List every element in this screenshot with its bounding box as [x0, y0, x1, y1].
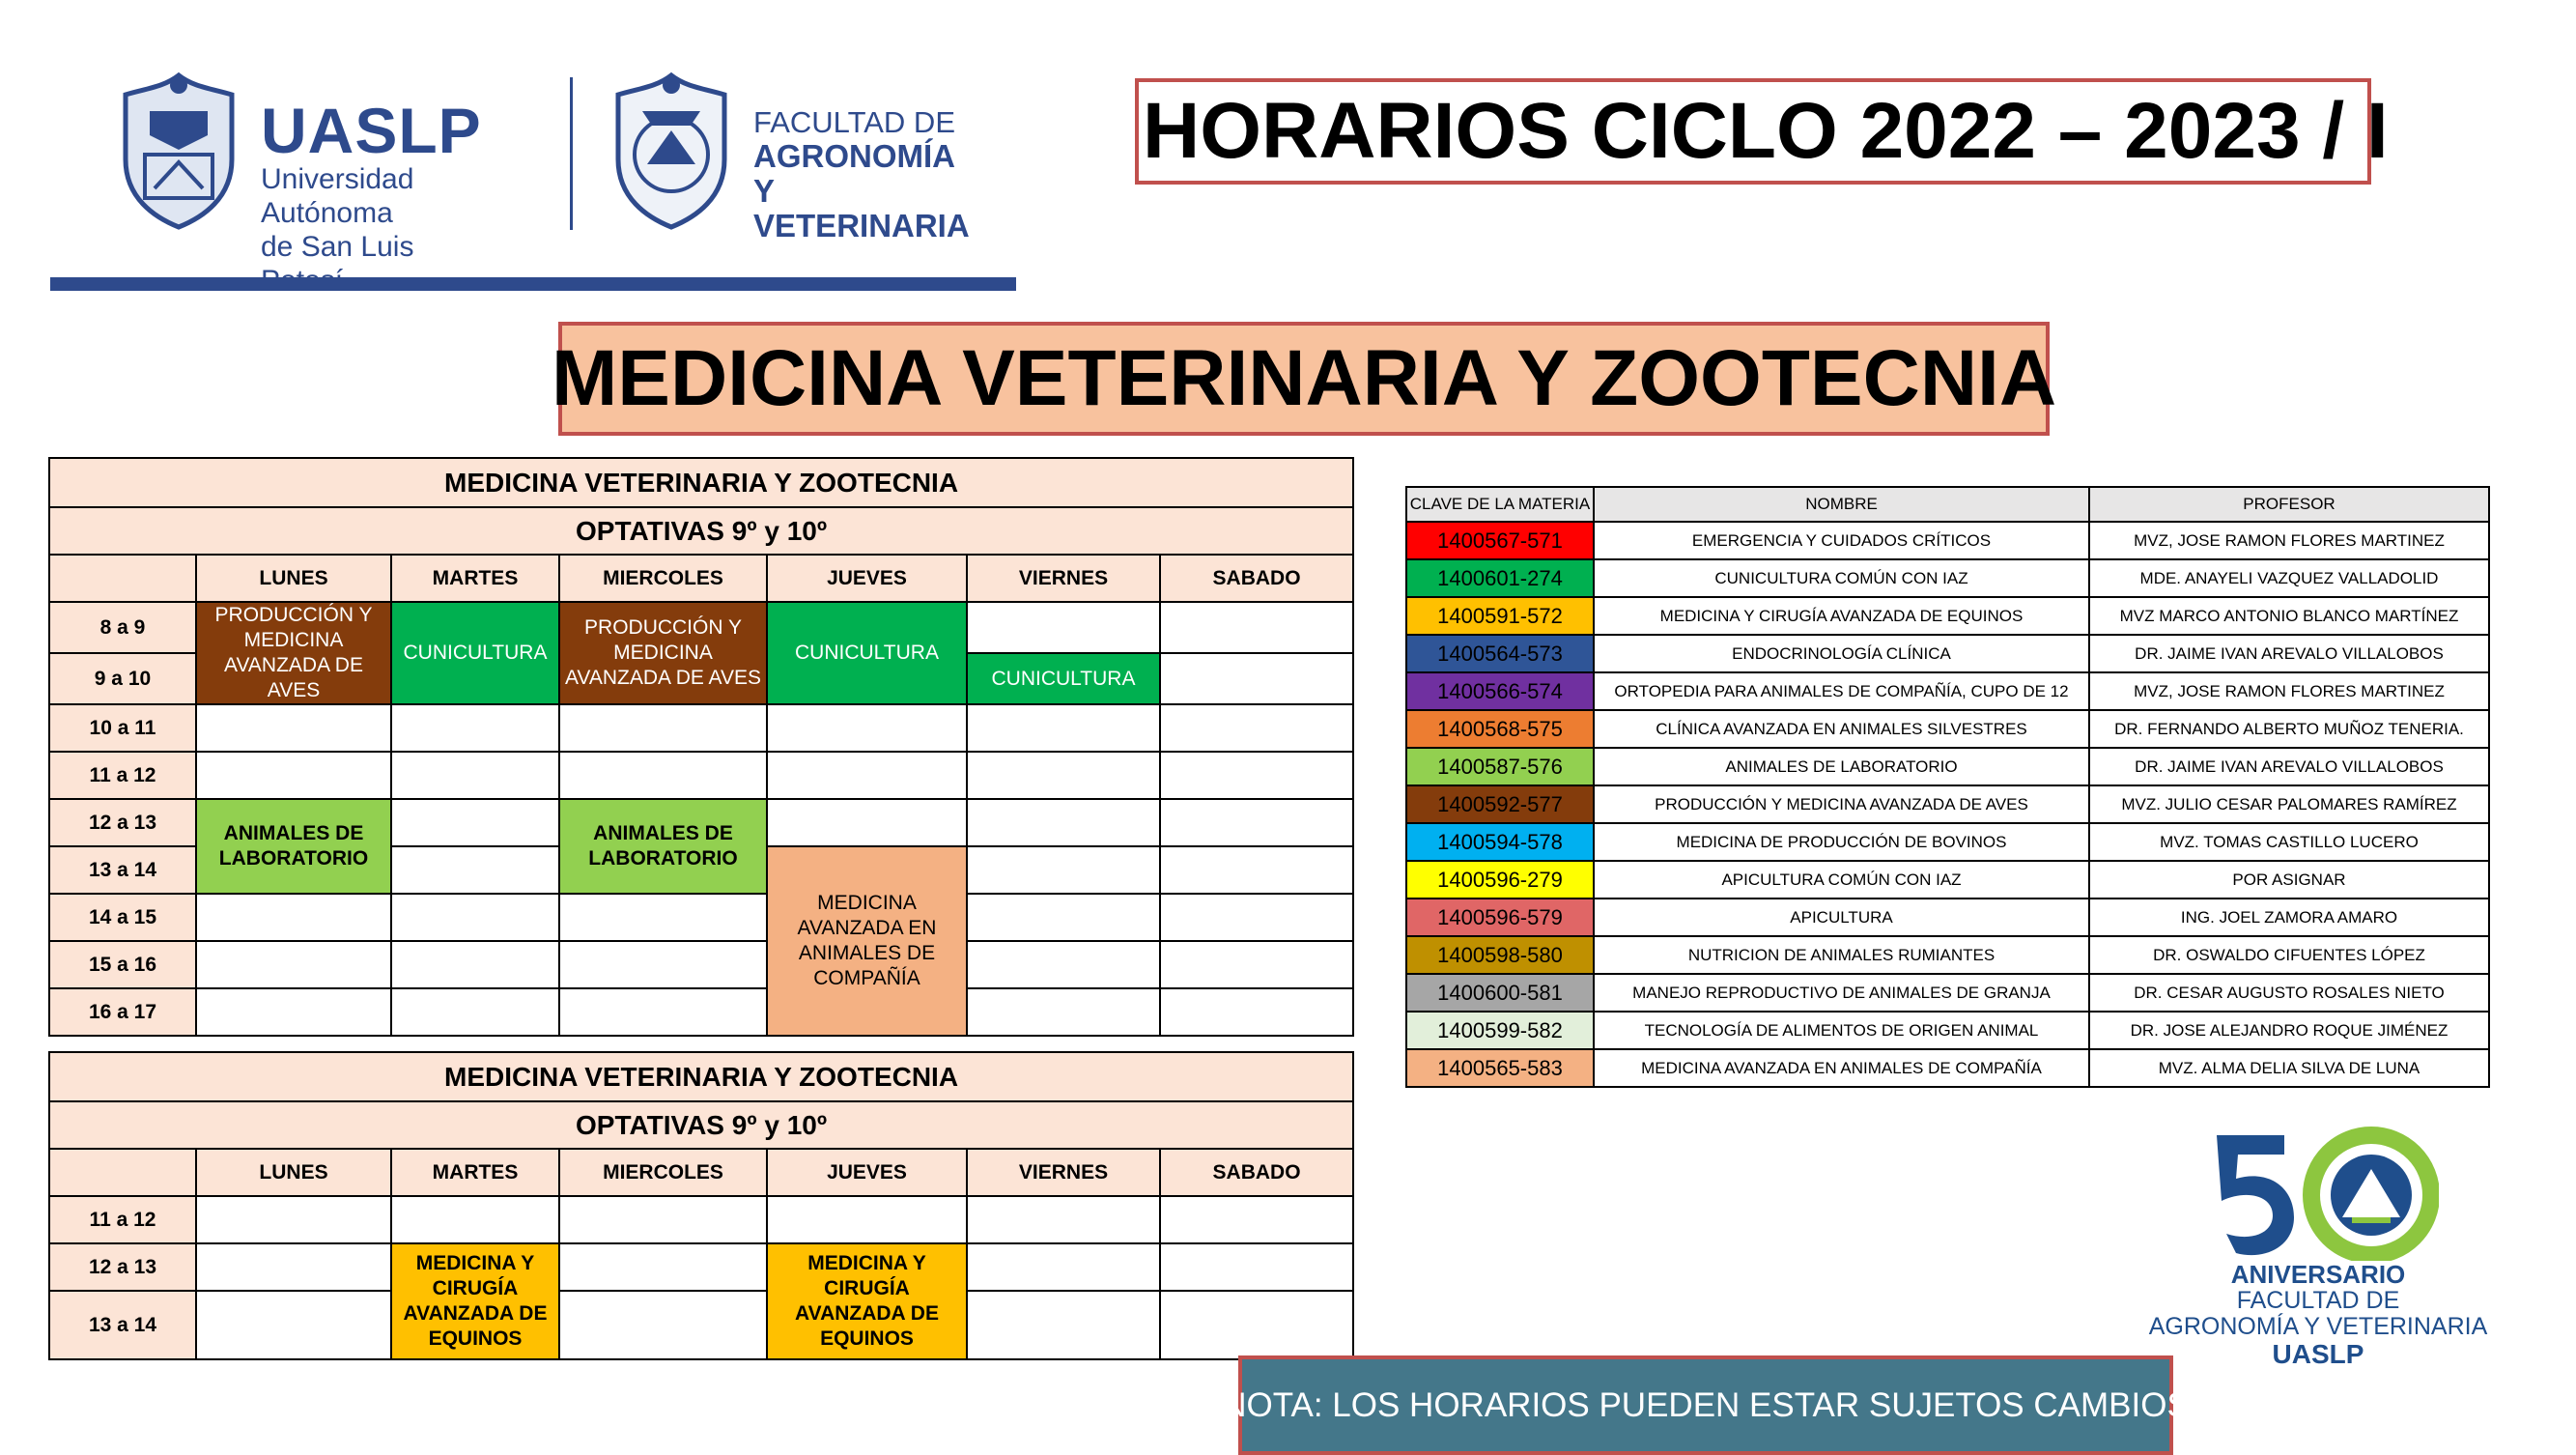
- legend-professor: DR. CESAR AUGUSTO ROSALES NIETO: [2089, 974, 2489, 1012]
- legend-row: [1406, 710, 2489, 748]
- cycle-title: HORARIOS CICLO 2022 – 2023 / I: [1143, 87, 2389, 175]
- table1-title: MEDICINA VETERINARIA Y ZOOTECNIA: [49, 458, 1353, 507]
- schedule-block: CUNICULTURA: [767, 602, 967, 704]
- note-text: NOTA: LOS HORARIOS PUEDEN ESTAR SUJETOS CAMBIOS: [1222, 1385, 2190, 1424]
- empty-cell: [1160, 799, 1353, 846]
- legend-code: 1400567-571: [1406, 522, 1594, 559]
- header-rule: [50, 277, 1016, 291]
- uaslp-name: UASLP: [261, 95, 482, 166]
- faculty-crest-icon: [599, 68, 744, 232]
- table1-time: 8 a 9: [49, 602, 196, 653]
- legend-row: [1406, 597, 2489, 635]
- empty-cell: [391, 704, 559, 752]
- empty-cell: [559, 894, 767, 941]
- table1-day: SABADO: [1160, 555, 1353, 602]
- legend-row: [1406, 785, 2489, 823]
- empty-cell: [967, 799, 1160, 846]
- table1-day: LUNES: [196, 555, 391, 602]
- legend-row: [1406, 936, 2489, 974]
- faculty-line3: VETERINARIA: [753, 208, 970, 243]
- table2-corner: [49, 1149, 196, 1196]
- empty-cell: [391, 1196, 559, 1243]
- table1-day: VIERNES: [967, 555, 1160, 602]
- schedule-table-2: [48, 1051, 1354, 1360]
- legend-row: [1406, 974, 2489, 1012]
- legend-professor: MVZ, JOSE RAMON FLORES MARTINEZ: [2089, 522, 2489, 559]
- empty-cell: [1160, 846, 1353, 894]
- schedule-block: MEDICINA Y CIRUGÍA AVANZADA DE EQUINOS: [767, 1243, 967, 1359]
- legend-row: [1406, 899, 2489, 936]
- legend-row: [1406, 672, 2489, 710]
- schedule-block: MEDICINA Y CIRUGÍA AVANZADA DE EQUINOS: [391, 1243, 559, 1359]
- anniversary-50-icon: [2197, 1126, 2439, 1261]
- legend-row: [1406, 559, 2489, 597]
- legend-code: 1400596-579: [1406, 899, 1594, 936]
- empty-cell: [391, 941, 559, 988]
- legend-code: 1400598-580: [1406, 936, 1594, 974]
- empty-cell: [559, 704, 767, 752]
- table2-time: 12 a 13: [49, 1243, 196, 1291]
- empty-cell: [967, 1196, 1160, 1243]
- schedule-block: ANIMALES DE LABORATORIO: [559, 799, 767, 894]
- empty-cell: [196, 1196, 391, 1243]
- table1-time: 13 a 14: [49, 846, 196, 894]
- legend-code: 1400596-279: [1406, 861, 1594, 899]
- legend-professor: DR. FERNANDO ALBERTO MUÑOZ TENERIA.: [2089, 710, 2489, 748]
- table2-time: 11 a 12: [49, 1196, 196, 1243]
- empty-cell: [391, 799, 559, 846]
- anniversary-line4: UASLP: [2272, 1339, 2364, 1369]
- table1-time: 11 a 12: [49, 752, 196, 799]
- table2-day: SABADO: [1160, 1149, 1353, 1196]
- legend-header: CLAVE DE LA MATERIA: [1406, 487, 1594, 522]
- legend-subject-name: CLÍNICA AVANZADA EN ANIMALES SILVESTRES: [1594, 710, 2089, 748]
- legend-subject-name: EMERGENCIA Y CUIDADOS CRÍTICOS: [1594, 522, 2089, 559]
- legend-code: 1400564-573: [1406, 635, 1594, 672]
- empty-cell: [391, 894, 559, 941]
- table2-day: LUNES: [196, 1149, 391, 1196]
- empty-cell: [196, 704, 391, 752]
- faculty-text: [753, 106, 970, 243]
- table1-day: MIERCOLES: [559, 555, 767, 602]
- schedule-block: PRODUCCIÓN Y MEDICINA AVANZADA DE AVES: [196, 602, 391, 704]
- empty-cell: [196, 752, 391, 799]
- legend-professor: MDE. ANAYELI VAZQUEZ VALLADOLID: [2089, 559, 2489, 597]
- empty-cell: [767, 1196, 967, 1243]
- empty-cell: [196, 988, 391, 1036]
- legend-row: [1406, 1049, 2489, 1087]
- table1-time: 12 a 13: [49, 799, 196, 846]
- empty-cell: [767, 752, 967, 799]
- empty-cell: [559, 988, 767, 1036]
- subject-legend-table: [1405, 486, 2490, 1088]
- faculty-line2: AGRONOMÍA Y: [753, 138, 954, 209]
- legend-code: 1400565-583: [1406, 1049, 1594, 1087]
- empty-cell: [967, 988, 1160, 1036]
- table1-time: 9 a 10: [49, 653, 196, 704]
- table1-time: 10 a 11: [49, 704, 196, 752]
- schedule-block: ANIMALES DE LABORATORIO: [196, 799, 391, 894]
- empty-cell: [196, 1243, 391, 1291]
- legend-header: PROFESOR: [2089, 487, 2489, 522]
- empty-cell: [967, 602, 1160, 653]
- schedule-block: CUNICULTURA: [391, 602, 559, 704]
- empty-cell: [967, 1243, 1160, 1291]
- empty-cell: [391, 752, 559, 799]
- empty-cell: [1160, 653, 1353, 704]
- empty-cell: [967, 941, 1160, 988]
- legend-professor: MVZ MARCO ANTONIO BLANCO MARTÍNEZ: [2089, 597, 2489, 635]
- legend-subject-name: PRODUCCIÓN Y MEDICINA AVANZADA DE AVES: [1594, 785, 2089, 823]
- empty-cell: [1160, 894, 1353, 941]
- legend-row: [1406, 861, 2489, 899]
- empty-cell: [1160, 988, 1353, 1036]
- legend-subject-name: MANEJO REPRODUCTIVO DE ANIMALES DE GRANJA: [1594, 974, 2089, 1012]
- legend-subject-name: ENDOCRINOLOGÍA CLÍNICA: [1594, 635, 2089, 672]
- legend-subject-name: APICULTURA COMÚN CON IAZ: [1594, 861, 2089, 899]
- empty-cell: [391, 846, 559, 894]
- legend-subject-name: MEDICINA Y CIRUGÍA AVANZADA DE EQUINOS: [1594, 597, 2089, 635]
- empty-cell: [196, 894, 391, 941]
- table1-time: 14 a 15: [49, 894, 196, 941]
- schedule-block: MEDICINA AVANZADA EN ANIMALES DE COMPAÑÍA: [767, 846, 967, 1036]
- table1-day: JUEVES: [767, 555, 967, 602]
- legend-row: [1406, 522, 2489, 559]
- table2-day: JUEVES: [767, 1149, 967, 1196]
- logo-divider: [570, 77, 573, 230]
- legend-professor: MVZ. TOMAS CASTILLO LUCERO: [2089, 823, 2489, 861]
- empty-cell: [559, 752, 767, 799]
- empty-cell: [559, 1291, 767, 1359]
- empty-cell: [967, 894, 1160, 941]
- legend-subject-name: CUNICULTURA COMÚN CON IAZ: [1594, 559, 2089, 597]
- empty-cell: [1160, 941, 1353, 988]
- anniversary-line2: FACULTAD DE: [2236, 1287, 2400, 1314]
- legend-professor: DR. JOSE ALEJANDRO ROQUE JIMÉNEZ: [2089, 1012, 2489, 1049]
- anniversary-line3: AGRONOMÍA Y VETERINARIA: [2148, 1313, 2488, 1340]
- empty-cell: [967, 704, 1160, 752]
- legend-code: 1400587-576: [1406, 748, 1594, 785]
- empty-cell: [559, 1243, 767, 1291]
- legend-professor: DR. OSWALDO CIFUENTES LÓPEZ: [2089, 936, 2489, 974]
- table2-day: MIERCOLES: [559, 1149, 767, 1196]
- table2-time: 13 a 14: [49, 1291, 196, 1359]
- legend-row: [1406, 748, 2489, 785]
- empty-cell: [767, 704, 967, 752]
- empty-cell: [967, 752, 1160, 799]
- empty-cell: [1160, 1243, 1353, 1291]
- cycle-title-box: [1135, 78, 2389, 185]
- anniversary-line1: ANIVERSARIO: [2230, 1260, 2406, 1289]
- empty-cell: [967, 1291, 1160, 1359]
- legend-row: [1406, 635, 2489, 672]
- legend-subject-name: TECNOLOGÍA DE ALIMENTOS DE ORIGEN ANIMAL: [1594, 1012, 2089, 1049]
- legend-code: 1400566-574: [1406, 672, 1594, 710]
- legend-professor: POR ASIGNAR: [2089, 861, 2489, 899]
- empty-cell: [196, 1291, 391, 1359]
- legend-code: 1400600-581: [1406, 974, 1594, 1012]
- legend-subject-name: ORTOPEDIA PARA ANIMALES DE COMPAÑÍA, CUPO DE 12: [1594, 672, 2089, 710]
- uaslp-text: [261, 95, 482, 298]
- note-box: [1222, 1355, 2190, 1455]
- table1-time: 15 a 16: [49, 941, 196, 988]
- empty-cell: [196, 941, 391, 988]
- legend-professor: MVZ. ALMA DELIA SILVA DE LUNA: [2089, 1049, 2489, 1087]
- empty-cell: [1160, 1291, 1353, 1359]
- table1-subtitle: OPTATIVAS 9º y 10º: [49, 507, 1353, 555]
- legend-professor: MVZ. JULIO CESAR PALOMARES RAMÍREZ: [2089, 785, 2489, 823]
- legend-subject-name: ANIMALES DE LABORATORIO: [1594, 748, 2089, 785]
- legend-professor: MVZ, JOSE RAMON FLORES MARTINEZ: [2089, 672, 2489, 710]
- table2-day: MARTES: [391, 1149, 559, 1196]
- uaslp-line2: de San Luis: [261, 231, 414, 263]
- table2-day: VIERNES: [967, 1149, 1160, 1196]
- empty-cell: [1160, 704, 1353, 752]
- legend-subject-name: APICULTURA: [1594, 899, 2089, 936]
- table1-time: 16 a 17: [49, 988, 196, 1036]
- legend-code: 1400568-575: [1406, 710, 1594, 748]
- anniversary-text: [2144, 1261, 2492, 1369]
- legend-code: 1400592-577: [1406, 785, 1594, 823]
- schedule-block: PRODUCCIÓN Y MEDICINA AVANZADA DE AVES: [559, 602, 767, 704]
- legend-professor: DR. JAIME IVAN AREVALO VILLALOBOS: [2089, 748, 2489, 785]
- schedule-block: CUNICULTURA: [967, 653, 1160, 704]
- table2-title: MEDICINA VETERINARIA Y ZOOTECNIA: [49, 1052, 1353, 1101]
- legend-code: 1400599-582: [1406, 1012, 1594, 1049]
- legend-row: [1406, 823, 2489, 861]
- empty-cell: [1160, 602, 1353, 653]
- empty-cell: [767, 799, 967, 846]
- legend-subject-name: NUTRICION DE ANIMALES RUMIANTES: [1594, 936, 2089, 974]
- table1-corner: [49, 555, 196, 602]
- empty-cell: [1160, 752, 1353, 799]
- schedule-table-1: [48, 457, 1354, 1037]
- empty-cell: [967, 846, 1160, 894]
- empty-cell: [559, 1196, 767, 1243]
- uaslp-line1: Universidad Autónoma: [261, 163, 414, 229]
- legend-professor: DR. JAIME IVAN AREVALO VILLALOBOS: [2089, 635, 2489, 672]
- legend-code: 1400591-572: [1406, 597, 1594, 635]
- legend-header: NOMBRE: [1594, 487, 2089, 522]
- legend-row: [1406, 1012, 2489, 1049]
- uaslp-crest-icon: [106, 68, 251, 232]
- empty-cell: [559, 941, 767, 988]
- empty-cell: [391, 988, 559, 1036]
- anniversary-logo: [2144, 1126, 2492, 1382]
- legend-professor: ING. JOEL ZAMORA AMARO: [2089, 899, 2489, 936]
- table1-day: MARTES: [391, 555, 559, 602]
- legend-subject-name: MEDICINA AVANZADA EN ANIMALES DE COMPAÑÍA: [1594, 1049, 2089, 1087]
- table2-subtitle: OPTATIVAS 9º y 10º: [49, 1101, 1353, 1149]
- empty-cell: [1160, 1196, 1353, 1243]
- legend-subject-name: MEDICINA DE PRODUCCIÓN DE BOVINOS: [1594, 823, 2089, 861]
- program-title: MEDICINA VETERINARIA Y ZOOTECNIA: [551, 334, 2057, 422]
- program-title-box: [551, 322, 2057, 436]
- legend-code: 1400594-578: [1406, 823, 1594, 861]
- legend-code: 1400601-274: [1406, 559, 1594, 597]
- faculty-line1: FACULTAD DE: [753, 105, 955, 139]
